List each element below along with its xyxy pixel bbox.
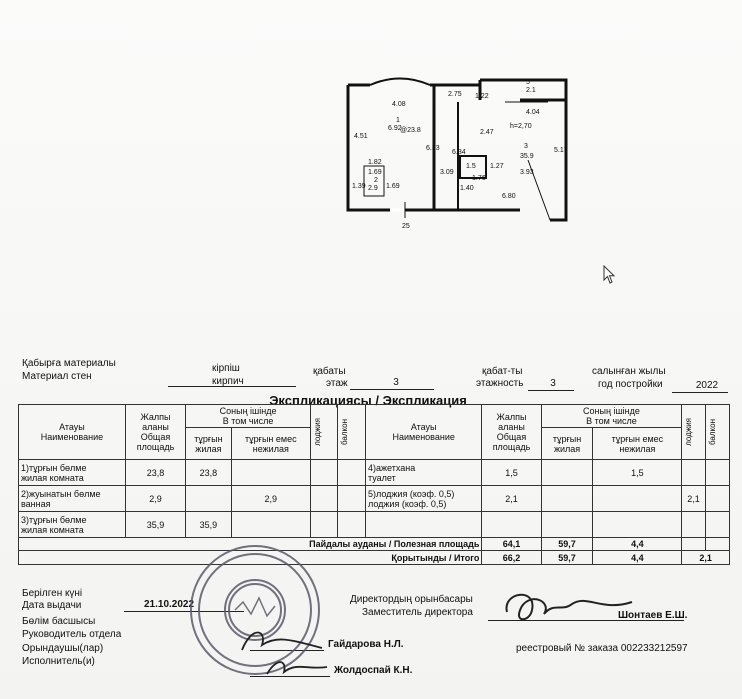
useful-living: 59,7	[541, 538, 593, 551]
dim-text: 2.9	[368, 185, 378, 192]
header-name-text: Атауы Наименование	[40, 422, 104, 442]
row-living	[541, 486, 593, 512]
row-balcony	[338, 460, 366, 486]
grand-nonliving: 4,4	[593, 551, 682, 565]
row-total	[482, 512, 541, 538]
header-total-right	[482, 405, 541, 460]
row-nonliving	[231, 512, 310, 538]
registry-number: реестровый № заказа 002233212597	[516, 643, 688, 654]
header-balcony-right	[705, 405, 729, 460]
header-loggia-left	[310, 405, 338, 460]
exec-signature	[262, 652, 332, 682]
wall-material-label-kz: Қабырға материалы	[22, 358, 116, 369]
dim-text: 1.76	[472, 175, 486, 182]
row-balcony	[705, 512, 729, 538]
useful-balcony	[705, 538, 729, 551]
table-row	[19, 486, 730, 512]
row-balcony	[338, 512, 366, 538]
dim-text: 2.1	[526, 87, 536, 94]
built-label-kz: салынған жылы	[592, 366, 666, 377]
deputy-label-ru: Заместитель директора	[362, 607, 473, 618]
table-row	[19, 512, 730, 538]
row-living	[541, 460, 593, 486]
row-nonliving	[231, 460, 310, 486]
dim-text: 6.33	[426, 145, 440, 152]
header-name-right	[365, 405, 481, 460]
floors-value: 3	[550, 378, 556, 389]
row-living: 23,8	[186, 460, 231, 486]
total-row	[19, 551, 730, 565]
floors-label-kz: қабат-ты	[482, 366, 523, 377]
dim-text: 2	[374, 177, 378, 184]
header-total-text: Жалпы аланы Общая площадь	[136, 412, 175, 452]
dim-text: h=2,70	[510, 123, 532, 130]
row-loggia	[682, 512, 705, 538]
dim-text: 1.40	[460, 185, 474, 192]
header-living-right	[541, 428, 593, 460]
dim-text: 4.08	[392, 101, 406, 108]
row-nonliving	[593, 486, 682, 512]
dim-text: 3.09	[440, 169, 454, 176]
row-name: 3)тұрғын бөлме жилая комната	[19, 512, 126, 538]
header-incl-left	[186, 405, 311, 428]
dim-text: 3	[524, 143, 528, 150]
wall-value-ru: кирпич	[212, 376, 244, 387]
dim-text: 1.39	[352, 183, 366, 190]
header-loggia-text: лоджия	[684, 418, 694, 446]
row-total: 2,1	[482, 486, 541, 512]
dim-text: 6.92	[388, 125, 402, 132]
row-name: 1)тұрғын бөлме жилая комната	[19, 460, 126, 486]
header-total-text: Жалпы аланы Общая площадь	[492, 412, 531, 452]
header-nonliving-left	[231, 428, 310, 460]
useful-area-row	[19, 538, 730, 551]
header-balcony-text: балкон	[340, 419, 350, 445]
dim-text: 2.75	[448, 91, 462, 98]
dim-text: 5.17	[554, 147, 568, 154]
floor-plan-drawing	[330, 70, 580, 235]
row-loggia	[310, 512, 338, 538]
issued-date: 21.10.2022	[144, 599, 195, 610]
dim-text: 5	[526, 79, 530, 86]
built-label-ru: год постройки	[598, 379, 663, 390]
dim-text: 3.93	[520, 169, 534, 176]
row-nonliving: 1,5	[593, 460, 682, 486]
header-incl-right	[541, 405, 682, 428]
issued-label-ru: Дата выдачи	[22, 600, 82, 611]
row-loggia	[310, 460, 338, 486]
built-value: 2022	[695, 380, 719, 391]
row-loggia: 2,1	[682, 486, 705, 512]
header-balcony-text: балкон	[707, 419, 717, 445]
dim-text: @23.8	[400, 127, 421, 134]
useful-nonliving: 4,4	[593, 538, 682, 551]
header-nonliving-text: тұрғын емес нежилая	[245, 433, 297, 454]
explication-table	[18, 404, 730, 565]
row-nonliving	[593, 512, 682, 538]
row-balcony	[338, 486, 366, 512]
total-label: Қорытынды / Итого	[19, 551, 482, 565]
dim-text: 6.34	[452, 149, 466, 156]
wall-underline	[168, 386, 296, 387]
floor-underline	[350, 389, 434, 390]
useful-area-label: Пайдалы ауданы / Полезная площадь	[19, 538, 482, 551]
row-total: 1,5	[482, 460, 541, 486]
row-total: 35,9	[125, 512, 185, 538]
floor-label-kz: қабаты	[313, 366, 346, 377]
row-loggia	[310, 486, 338, 512]
grand-loggia: 2,1	[682, 551, 730, 565]
row-living: 35,9	[186, 512, 231, 538]
header-name-left	[19, 405, 126, 460]
row-name: 4)ажетхана туалет	[365, 460, 481, 486]
row-loggia	[682, 460, 705, 486]
row-total: 23,8	[125, 460, 185, 486]
head-name: Гайдарова Н.Л.	[328, 639, 404, 650]
row-nonliving: 2,9	[231, 486, 310, 512]
dim-text: 25	[402, 223, 410, 230]
floors-underline	[528, 390, 574, 391]
dim-text: 1.5	[466, 163, 476, 170]
dim-text: 1.27	[490, 163, 504, 170]
explication-title: Экспликациясы / Экспликация	[269, 393, 467, 408]
grand-total: 66,2	[482, 551, 541, 565]
floor-value: 3	[393, 377, 399, 388]
dim-text: 35.9	[520, 153, 534, 160]
deputy-label-kz: Директордың орынбасары	[350, 594, 473, 605]
row-name: 2)жуынатын бөлме ванная	[19, 486, 126, 512]
header-nonliving-right	[593, 428, 682, 460]
mouse-cursor-icon	[603, 265, 617, 285]
dim-text: 1.69	[368, 169, 382, 176]
exec-name: Жолдоспай К.Н.	[334, 665, 413, 676]
table-row	[19, 460, 730, 486]
header-nonliving-text: тұрғын емес нежилая	[611, 433, 664, 454]
row-balcony	[705, 460, 729, 486]
dim-text: 4.04	[526, 109, 540, 116]
dim-text: 4.51	[354, 133, 368, 140]
dim-text: 1	[396, 117, 400, 124]
floors-label-ru: этажность	[476, 378, 524, 389]
header-loggia-right	[682, 405, 705, 460]
row-total: 2,9	[125, 486, 185, 512]
row-balcony	[705, 486, 729, 512]
dim-text: 6.80	[502, 193, 516, 200]
dim-text: 1.82	[368, 159, 382, 166]
header-living-text: тұрғын жилая	[194, 433, 223, 454]
row-name: 5)лоджия (коэф. 0,5) лоджия (коэф. 0,5)	[365, 486, 481, 512]
header-loggia-text: лоджия	[312, 418, 322, 446]
dim-text: 1.69	[386, 183, 400, 190]
exec-label-ru: Исполнитель(и)	[22, 656, 95, 667]
dim-text: 2.47	[480, 129, 494, 136]
header-living-left	[186, 428, 231, 460]
deputy-signature	[492, 582, 642, 632]
header-balcony-left	[338, 405, 366, 460]
dept-label-kz: Бөлім басшысы	[22, 616, 96, 627]
header-name-text: Атауы Наименование	[392, 422, 455, 442]
row-name	[365, 512, 481, 538]
header-living-text: тұрғын жилая	[552, 433, 582, 454]
wall-value-kz: кірпіш	[212, 363, 240, 374]
floor-label-ru: этаж	[326, 378, 348, 389]
issued-label-kz: Берілген күні	[22, 588, 83, 599]
row-living	[186, 486, 231, 512]
grand-living: 59,7	[541, 551, 593, 565]
header-total-left	[125, 405, 185, 460]
useful-total: 64,1	[482, 538, 541, 551]
header-incl-text: Соның ішінде В том числе	[219, 406, 277, 426]
row-living	[541, 512, 593, 538]
deputy-name: Шонтаев Е.Ш.	[618, 610, 688, 621]
floor-plan	[330, 70, 580, 235]
header-incl-text: Соның ішінде В том числе	[583, 406, 640, 426]
exec-label-kz: Орындаушы(лар)	[22, 643, 104, 654]
dept-label-ru: Руководитель отдела	[22, 629, 122, 640]
useful-loggia	[682, 538, 705, 551]
wall-material-label-ru: Материал стен	[22, 371, 92, 382]
dim-text: 1.22	[475, 93, 489, 100]
